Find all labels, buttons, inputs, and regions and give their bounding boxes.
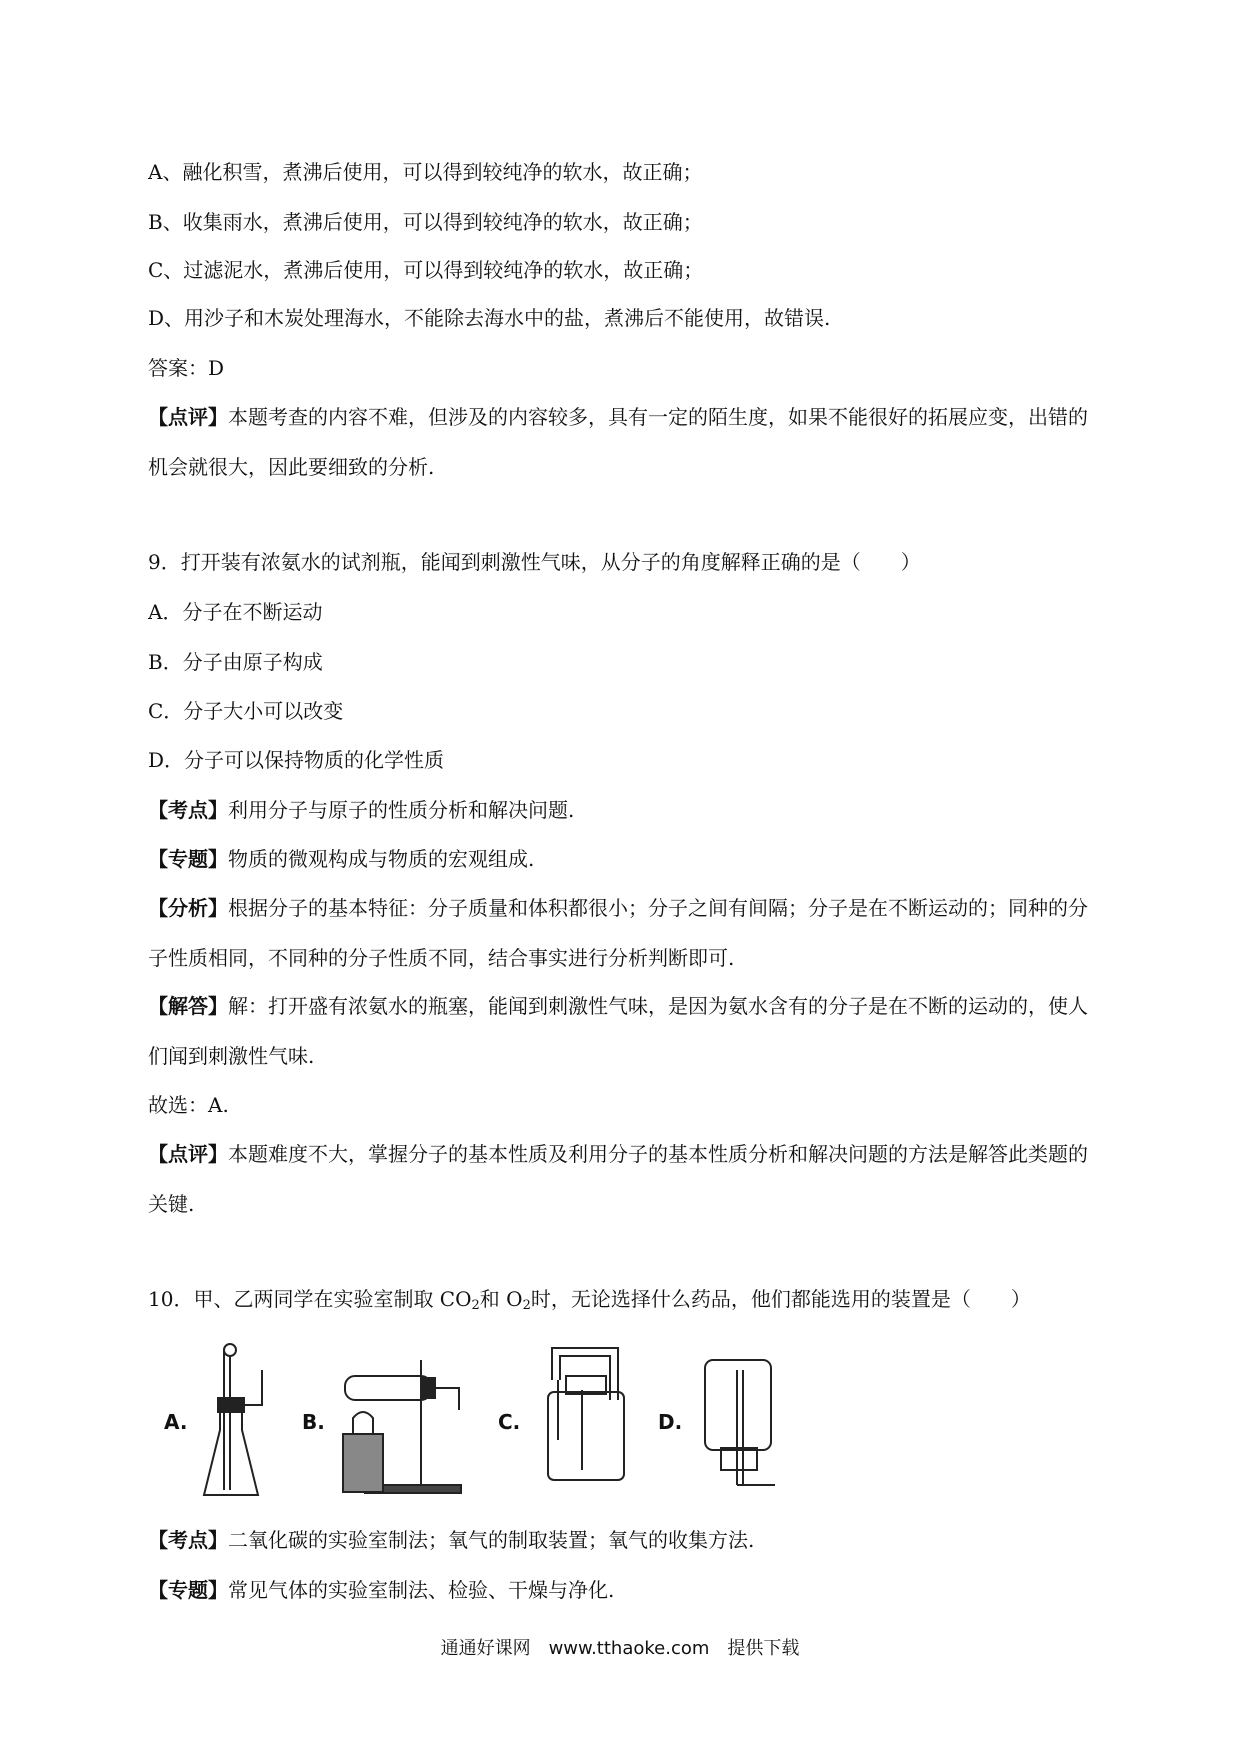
q10-text-post: 时，无论选择什么药品，他们都能选用的装置是（ ） <box>530 1287 1031 1311</box>
q9-question: 9．打开装有浓氨水的试剂瓶，能闻到刺激性气味，从分子的角度解释正确的是（ ） <box>148 550 921 574</box>
zhuanti-text: 物质的微观构成与物质的宏观组成. <box>228 847 535 871</box>
kaodian-tag: 【考点】 <box>148 1528 228 1552</box>
zhuanti-text: 常见气体的实验室制法、检验、干燥与净化. <box>228 1578 615 1602</box>
kaodian-tag: 【考点】 <box>148 798 228 822</box>
q10-text-mid: 和 O <box>479 1287 523 1311</box>
fenxi-tag: 【分析】 <box>148 896 228 920</box>
dianping-text: 本题难度不大，掌握分子的基本性质及利用分子的基本性质分析和解决问题的方法是解答此类题的关键. <box>148 1142 1088 1216</box>
comment-tag: 【点评】 <box>148 405 228 429</box>
q10-apparatus-figures <box>160 1340 860 1510</box>
zhuanti-tag: 【专题】 <box>148 847 228 871</box>
jieda-text: 解：打开盛有浓氨水的瓶塞，能闻到刺激性气味，是因为氨水含有的分子是在不断的运动的，使人们闻到刺激性气味. <box>148 994 1088 1068</box>
fig-a-label: A. <box>164 1410 188 1434</box>
fenxi-text: 根据分子的基本特征：分子质量和体积都很小；分子之间有间隔；分子是在不断运动的；同种的分子性质相同，不同种的分子性质不同，结合事实进行分析判断即可. <box>148 896 1088 970</box>
inverted-collection-bottle-icon <box>685 1340 795 1510</box>
q10-text-pre: 10．甲、乙两同学在实验室制取 CO <box>148 1287 472 1311</box>
q9-option-c: C．分子大小可以改变 <box>148 699 344 723</box>
fig-b-label: B. <box>302 1410 325 1434</box>
q9-jieda <box>148 981 1098 1081</box>
kaodian-text: 利用分子与原子的性质分析和解决问题. <box>228 798 575 822</box>
s8-option-a: A、融化积雪，煮沸后使用，可以得到较纯净的软水，故正确； <box>148 160 703 184</box>
q9-kaodian <box>148 796 574 824</box>
q9-dianping <box>148 1129 1098 1229</box>
q10-zhuanti <box>148 1576 614 1604</box>
q10-kaodian <box>148 1526 754 1554</box>
q9-option-d: D．分子可以保持物质的化学性质 <box>148 748 445 772</box>
q9-fenxi <box>148 883 1098 983</box>
erlenmeyer-flask-icon <box>200 1340 280 1510</box>
s8-comment <box>148 392 1098 492</box>
dianping-tag: 【点评】 <box>148 1142 228 1166</box>
q9-option-b: B．分子由原子构成 <box>148 650 323 674</box>
q10-subscript: 2 <box>471 1298 480 1313</box>
kaodian-text: 二氧化碳的实验室制法；氧气的制取装置；氧气的收集方法. <box>228 1528 755 1552</box>
s8-option-b: B、收集雨水，煮沸后使用，可以得到较纯净的软水，故正确； <box>148 210 703 234</box>
fig-d-label: D. <box>658 1410 683 1434</box>
q10-question <box>148 1285 1031 1320</box>
s8-option-c: C、过滤泥水，煮沸后使用，可以得到较纯净的软水，故正确； <box>148 258 704 282</box>
s8-answer: 答案：D <box>148 356 225 380</box>
q9-option-a: A．分子在不断运动 <box>148 600 323 624</box>
q9-choice: 故选：A. <box>148 1093 229 1117</box>
jieda-tag: 【解答】 <box>148 994 228 1018</box>
fig-c-label: C. <box>498 1410 521 1434</box>
zhuanti-tag: 【专题】 <box>148 1578 228 1602</box>
heating-apparatus-icon <box>335 1340 475 1510</box>
q10-subscript: 2 <box>522 1298 531 1313</box>
page-footer: 通通好课网 www.tthaoke.com 提供下载 <box>440 1638 800 1659</box>
comment-text: 本题考查的内容不难，但涉及的内容较多，具有一定的陌生度，如果不能很好的拓展应变，出错的机会就很大，因此要细致的分析. <box>148 405 1088 479</box>
q9-zhuanti <box>148 845 534 873</box>
s8-option-d: D、用沙子和木炭处理海水，不能除去海水中的盐，煮沸后不能使用，故错误. <box>148 306 831 330</box>
gas-washing-bottle-icon <box>530 1340 640 1510</box>
